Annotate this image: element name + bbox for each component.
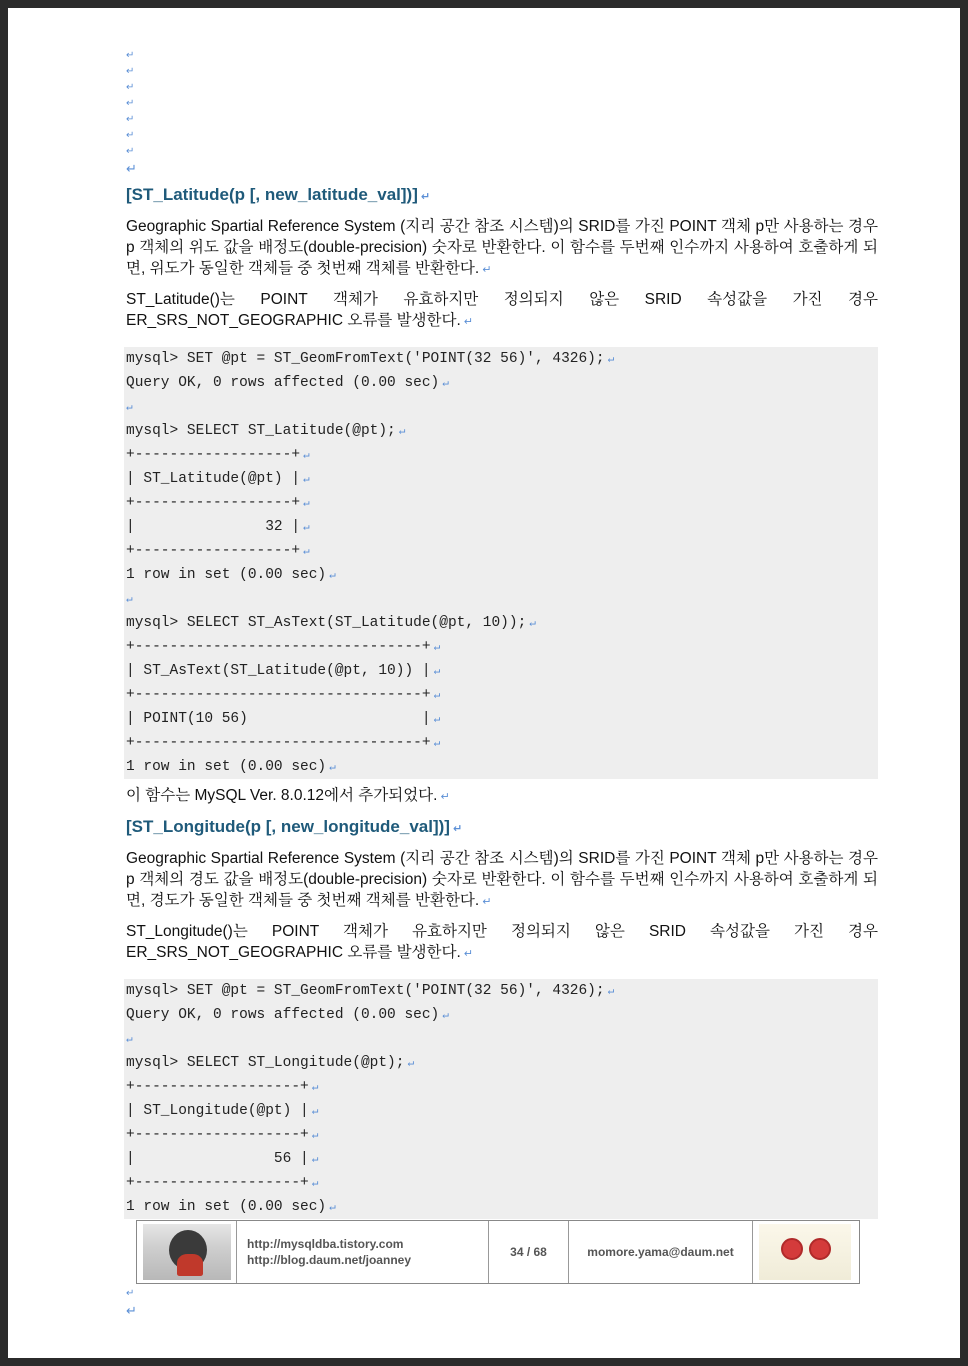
code-line: | 56 | ↵ — [126, 1151, 319, 1167]
code-line: mysql> SET @pt = ST_GeomFromText('POINT(32 56)', 4326); ↵ — [126, 983, 615, 999]
page-number: 34 / 68 — [489, 1221, 569, 1283]
code-line: 1 row in set (0.00 sec) ↵ — [126, 759, 336, 775]
page-footer — [136, 1220, 860, 1284]
paragraph-mark-icon: ↵ — [126, 402, 133, 414]
author-avatar-left — [137, 1221, 237, 1283]
code-line: +---------------------------------+ ↵ — [126, 735, 441, 751]
code-line: mysql> SELECT ST_Longitude(@pt); ↵ — [126, 1055, 415, 1071]
code-line: +------------------+ ↵ — [126, 495, 310, 511]
code-line: | ST_Longitude(@pt) | ↵ — [126, 1103, 319, 1119]
paragraph-mark-icon: ↵ — [303, 546, 310, 558]
paragraph-mark-icon: ↵ — [433, 690, 441, 702]
paragraph-mark-icon: ↵ — [433, 714, 441, 726]
paragraph-mark-icon: ↵ — [311, 1082, 319, 1094]
paragraph-mark-icon: ↵ — [433, 642, 441, 654]
paragraph-mark-icon: ↵ — [442, 378, 449, 390]
paragraph-mark-icon: ↵ — [126, 1303, 137, 1318]
code-line: Query OK, 0 rows affected (0.00 sec) ↵ — [126, 1007, 449, 1023]
code-line — [126, 587, 878, 611]
paragraph-mark-icon: ↵ — [607, 986, 615, 998]
paragraph-mark-icon: ↵ — [126, 146, 135, 157]
code-line: +-------------------+ ↵ — [126, 1079, 319, 1095]
latitude-description: Geographic Spartial Reference System (지리 공간 참조 시스템)의 SRID를 가진 POINT 객체 p만 사용하는 경우 p 객체의 위도 값을 배정도(double-precision) 숫자로 반환한다. 이 함수를 두번째 인수까지 사용하여 호출하게 되면, 위도가 동일한 객체들 중 첫번째 객체를 반환한다. ↵ — [126, 218, 878, 277]
code-line: | 32 | ↵ — [126, 519, 310, 535]
document-page — [8, 8, 960, 1358]
paragraph-mark-icon: ↵ — [126, 130, 135, 141]
blog-url-link-2[interactable]: http://blog.daum.net/joanney — [247, 1253, 411, 1267]
code-line: | POINT(10 56) | ↵ — [126, 711, 441, 727]
paragraph-mark-icon: ↵ — [607, 354, 615, 366]
code-line: mysql> SELECT ST_AsText(ST_Latitude(@pt, 10)); ↵ — [126, 615, 536, 631]
code-line: mysql> SET @pt = ST_GeomFromText('POINT(32 56)', 4326); ↵ — [126, 351, 615, 367]
avatar-image-icon — [759, 1224, 851, 1280]
code-line: | ST_Latitude(@pt) | ↵ — [126, 471, 310, 487]
paragraph-mark-icon: ↵ — [398, 426, 406, 438]
latitude-code-block — [124, 347, 878, 779]
longitude-error-description: ST_Longitude()는 POINT 객체가 유효하지만 정의되지 않은 SRID 속성값을 가진 경우 ER_SRS_NOT_GEOGRAPHIC 오류를 발생한다. ↵ — [126, 923, 878, 961]
section-title-latitude: [ST_Latitude(p [, new_latitude_val])] ↵ — [126, 185, 431, 204]
code-line: +-------------------+ ↵ — [126, 1175, 319, 1191]
code-line: | ST_AsText(ST_Latitude(@pt, 10)) | ↵ — [126, 663, 441, 679]
code-line: +---------------------------------+ ↵ — [126, 687, 441, 703]
section-title-longitude: [ST_Longitude(p [, new_longitude_val])] ↵ — [126, 817, 463, 836]
paragraph-mark-icon: ↵ — [329, 570, 336, 582]
paragraph-mark-icon: ↵ — [126, 1034, 133, 1046]
paragraph-mark-icon: ↵ — [303, 522, 310, 534]
paragraph-mark-icon: ↵ — [433, 666, 441, 678]
paragraph-mark-icon: ↵ — [126, 594, 133, 606]
author-avatar-right — [753, 1221, 857, 1283]
paragraph-mark-icon: ↵ — [311, 1154, 319, 1166]
blog-url-link[interactable]: http://mysqldba.tistory.com — [247, 1237, 404, 1251]
paragraph-mark-icon: ↵ — [303, 474, 310, 486]
footer-urls — [237, 1221, 489, 1283]
code-line: Query OK, 0 rows affected (0.00 sec) ↵ — [126, 375, 449, 391]
code-line: 1 row in set (0.00 sec) ↵ — [126, 1199, 336, 1215]
paragraph-mark-icon: ↵ — [303, 450, 310, 462]
longitude-description: Geographic Spartial Reference System (지리 공간 참조 시스템)의 SRID를 가진 POINT 객체 p만 사용하는 경우 p 객체의 경도 값을 배정도(double-precision) 숫자로 반환한다. 이 함수를 두번째 인수까지 사용하여 호출하게 되면, 경도가 동일한 객체들 중 첫번째 객체를 반환한다. ↵ — [126, 850, 878, 909]
paragraph-mark-icon: ↵ — [126, 161, 137, 176]
page-content — [126, 8, 878, 1219]
paragraph-mark-icon: ↵ — [126, 114, 135, 125]
code-line: 1 row in set (0.00 sec) ↵ — [126, 567, 336, 583]
paragraph-mark-icon: ↵ — [311, 1130, 319, 1142]
code-line — [126, 395, 878, 419]
paragraph-mark-icon: ↵ — [126, 82, 135, 93]
paragraph-mark-icon: ↵ — [126, 1288, 135, 1299]
paragraph-mark-icon: ↵ — [126, 50, 135, 61]
paragraph-mark-icon: ↵ — [329, 762, 336, 774]
code-line: mysql> SELECT ST_Latitude(@pt); ↵ — [126, 423, 406, 439]
paragraph-mark-icon: ↵ — [529, 618, 536, 630]
paragraph-mark-icon: ↵ — [442, 1010, 449, 1022]
paragraph-mark-icon: ↵ — [311, 1178, 319, 1190]
latitude-version-note: 이 함수는 MySQL Ver. 8.0.12에서 추가되었다. ↵ — [126, 787, 450, 804]
paragraph-mark-icon: ↵ — [303, 498, 310, 510]
paragraph-mark-icon: ↵ — [407, 1058, 415, 1070]
paragraph-mark-icon: ↵ — [126, 66, 135, 77]
paragraph-mark-icon: ↵ — [329, 1202, 336, 1214]
code-line: +-------------------+ ↵ — [126, 1127, 319, 1143]
code-line: +---------------------------------+ ↵ — [126, 639, 441, 655]
footer-trailing-marks — [126, 1286, 137, 1320]
code-line: +------------------+ ↵ — [126, 447, 310, 463]
paragraph-mark-icon: ↵ — [126, 98, 135, 109]
author-email: momore.yama@daum.net — [569, 1221, 753, 1283]
paragraph-mark-icon: ↵ — [433, 738, 441, 750]
longitude-code-block — [124, 979, 878, 1219]
paragraph-mark-icon: ↵ — [311, 1106, 319, 1118]
avatar-image-icon — [143, 1224, 231, 1280]
latitude-error-description: ST_Latitude()는 POINT 객체가 유효하지만 정의되지 않은 SRID 속성값을 가진 경우 ER_SRS_NOT_GEOGRAPHIC 오류를 발생한다. ↵ — [126, 291, 878, 329]
code-line: +------------------+ ↵ — [126, 543, 310, 559]
code-line — [126, 1027, 878, 1051]
